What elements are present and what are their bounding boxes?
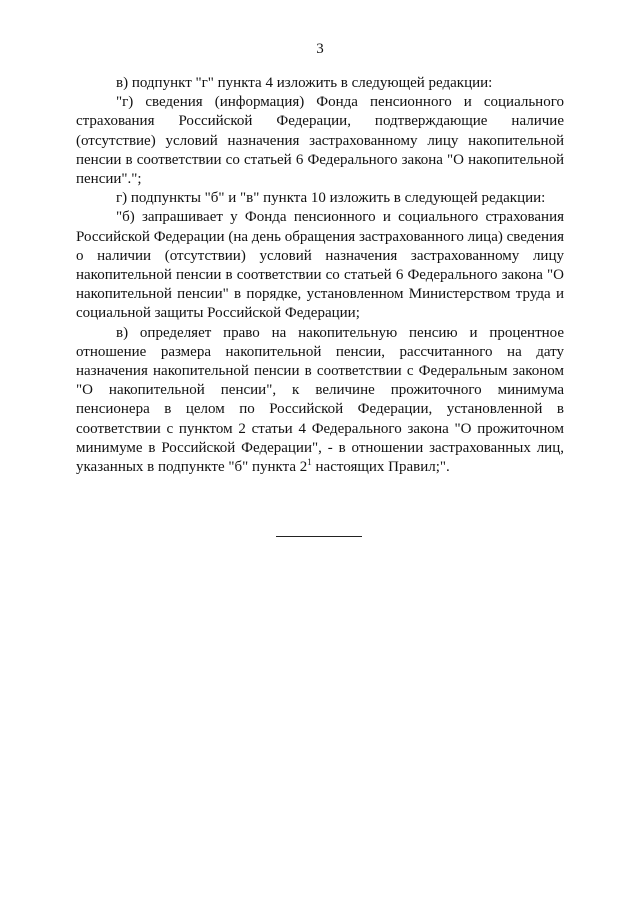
end-divider-line [276,536,362,537]
paragraph-text-tail: настоящих Правил;". [311,459,450,476]
paragraph-subpoint-g-text: "г) сведения (информация) Фонда пенсионного и социального страхования Российской Федерации, подтверждающие наличие (отсутствие) условий назначения застрахованному лицу накопительной пенсии в соответствии со статьей 6 Федерального закона "О накопительной пенсии"."; [76,94,564,188]
paragraph-subpoint-g: г) подпункты "б" и "в" пункта 10 изложить в следующей редакции: [116,190,546,207]
paragraph-subpoint-b-text: "б) запрашивает у Фонда пенсионного и социального страхования Российской Федерации (на день обращения застрахованного лица) сведения о наличии (отсутствии) условий назначения застрахованному лицу накопительной пенсии в соответствии со статьей 6 Федерального закона "О накопительной пенсии" в порядке, установленном Министерством труда и социальной защиты Российской Федерации; [76,209,564,322]
page-number: 3 [316,41,324,57]
superscript-index: 1 [307,457,312,468]
document-body [76,74,564,477]
paragraph-text-main: в) определяет право на накопительную пенсию и процентное отношение размера накопительной пенсии, рассчитанного на дату назначения накопительной пенсии в соответствии с Федеральным законом "О накопительной пенсии", к величине прожиточного минимума пенсионера в целом по Российской Федерации, установленной в соответствии с пунктом 2 статьи 4 Федерального закона "О прожиточном минимуме в Российской Федерации", - в отношении застрахованных лиц, указанных в подпункте "б" пункта 2 [76,324,564,476]
paragraph-subpoint-v-text [76,324,564,478]
paragraph-subpoint-v: в) подпункт "г" пункта 4 изложить в следующей редакции: [116,75,493,91]
